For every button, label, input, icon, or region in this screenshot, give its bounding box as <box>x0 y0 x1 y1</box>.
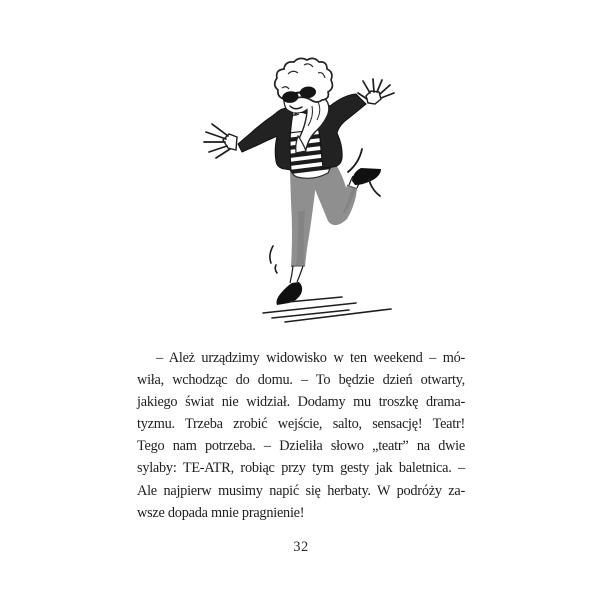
paragraph-line: wsze dopada mnie pragnienie! <box>137 504 305 521</box>
paragraph <box>137 347 465 524</box>
figure-pants <box>290 166 357 267</box>
paragraph-line: sylaby: TE-ATR, robiąc przy tym gesty jak baletnica. – <box>137 460 465 477</box>
paragraph-line: tyzmu. Trzeba zrobić wejście, salto, sensację! Teatr! <box>137 416 465 433</box>
dancing-figure-illustration <box>185 55 435 325</box>
page-number: 32 <box>293 539 309 555</box>
paragraph-line: Tego nam potrzeba. – Dzieliła słowo „teatr” na dwie <box>137 438 465 455</box>
dancing-figure-svg <box>185 55 435 325</box>
paragraph-line: Ale najpierw musimy napić się herbaty. W podróży za- <box>137 482 465 499</box>
paragraph-line: – Ależ urządzimy widowisko w ten weekend – mó- <box>156 350 465 366</box>
paragraph-line: wiła, wchodząc do domu. – To będzie dzień otwarty, <box>137 372 465 389</box>
paragraph-line: jakiego świat nie widział. Dodamy mu troszkę drama- <box>137 394 465 411</box>
